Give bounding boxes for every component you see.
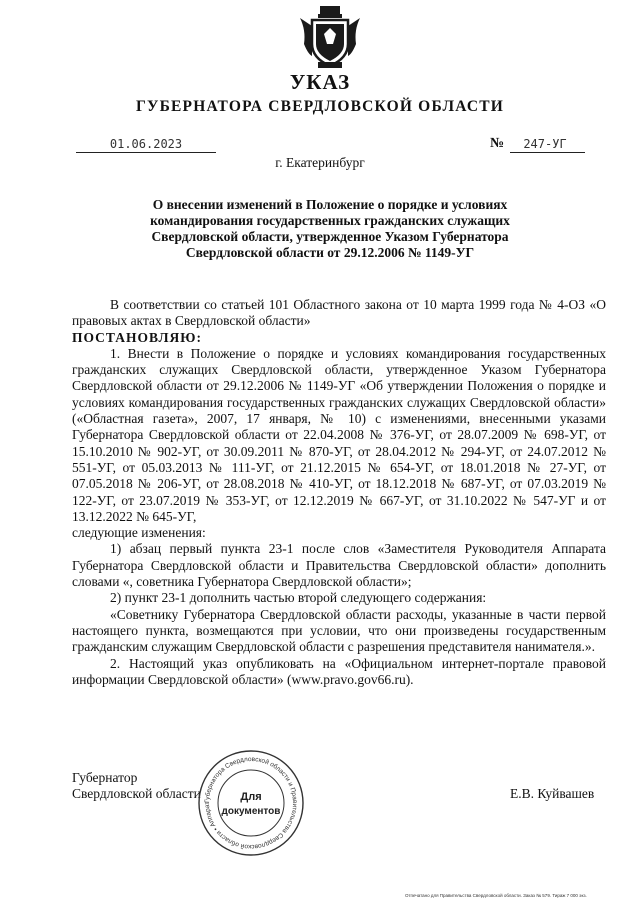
document-body (72, 297, 606, 688)
date-underline (76, 152, 216, 153)
print-note: Отпечатано для Правительства Свердловской области. Заказ № 579. Тираж 7 000 экз. (405, 893, 587, 898)
document-title-line: Свердловской области от 29.12.2006 № 1149-УГ (185, 245, 475, 260)
signatory-title (72, 770, 201, 802)
signatory-name: Е.В. Куйвашев (510, 786, 595, 801)
sub-item-1: 1) абзац первый пункта 23-1 после слов «Заместителя Руководителя Аппарата Губернатора Свердловской области и Правительства Свердловской области» дополнить словами «, советника Губернатора Свердловской области»; (72, 541, 606, 590)
document-title-line: Свердловской области, утвержденное Указом Губернатора (151, 229, 509, 244)
item-1: 1. Внести в Положение о порядке и условиях командирования государственных гражданских служащих Свердловской области, утвержденное Указом Губернатора Свердловской области от 29.12.2006 № 1149-УГ «Об утверждении Положения о порядке и условиях командирования государственных гражданских служащих Свердловской области» («Областная газета», 2007, 17 января, № 10) с изменениями, внесенными указами Губернатора Свердловской области от 22.04.2008 № 376-УГ, от 28.07.2009 № 698-УГ, от 15.10.2010 № 902-УГ, от 30.09.2011 № 870-УГ, от 28.04.2012 № 294-УГ, от 24.07.2012 № 551-УГ, от 05.03.2013 № 111-УГ, от 21.12.2015 № 654-УГ, от 18.01.2018 № 27-УГ, от 07.05.2018 № 206-УГ, от 28.08.2018 № 410-УГ, от 18.12.2018 № 687-УГ, от 07.03.2019 № 122-УГ, от 23.07.2019 № 353-УГ, от 12.12.2019 № 667-УГ, от 31.10.2022 № 547-УГ и от 13.12.2022 № 645-УГ, (72, 345, 606, 524)
decree-word: ПОСТАНОВЛЯЮ: (72, 329, 202, 345)
signatory-title-line: Свердловской области (72, 786, 201, 801)
coat-of-arms-icon (298, 4, 362, 70)
svg-text:Губернатора Свердловской облас: Губернатора Свердловской области и Правительства Свердловской области • Аппарат (203, 755, 299, 851)
official-stamp (196, 748, 306, 858)
number-sign: № (490, 136, 505, 151)
number-underline (510, 152, 585, 153)
item-2: 2. Настоящий указ опубликовать на «Официальном интернет-портале правовой информации Свердловской области» (www.pravo.gov66.ru). (72, 655, 606, 687)
preamble: В соответствии со статьей 101 Областного закона от 10 марта 1999 года № 4-ОЗ «О правовых актах в Свердловской области» (72, 297, 606, 329)
signatory-title-line: Губернатор (72, 770, 138, 785)
decree-number: 247-УГ (523, 137, 567, 151)
document-title-line: командирования государственных гражданских служащих (150, 213, 510, 228)
issuer-heading: ГУБЕРНАТОРА СВЕРДЛОВСКОЙ ОБЛАСТИ (135, 98, 505, 115)
stamp-center-line-2: документов (221, 806, 281, 817)
stamp-center-line-1: Для (240, 791, 262, 803)
decree-date: 01.06.2023 (109, 137, 183, 151)
item-1-tail: следующие изменения: (72, 525, 206, 541)
quoted-text: «Советнику Губернатора Свердловской области расходы, указанные в части первой настоящего пункта, возмещаются при условии, что они произведены государственным гражданским служащим Свердловской области с разрешения представителя нанимателя.». (72, 606, 606, 655)
document-title-line: О внесении изменений в Положение о порядке и условиях (152, 197, 508, 212)
sub-item-2: 2) пункт 23-1 дополнить частью второй следующего содержания: (110, 590, 487, 606)
city: г. Екатеринбург (275, 155, 365, 170)
document-title (120, 197, 540, 261)
decree-heading: УКАЗ (289, 70, 351, 94)
